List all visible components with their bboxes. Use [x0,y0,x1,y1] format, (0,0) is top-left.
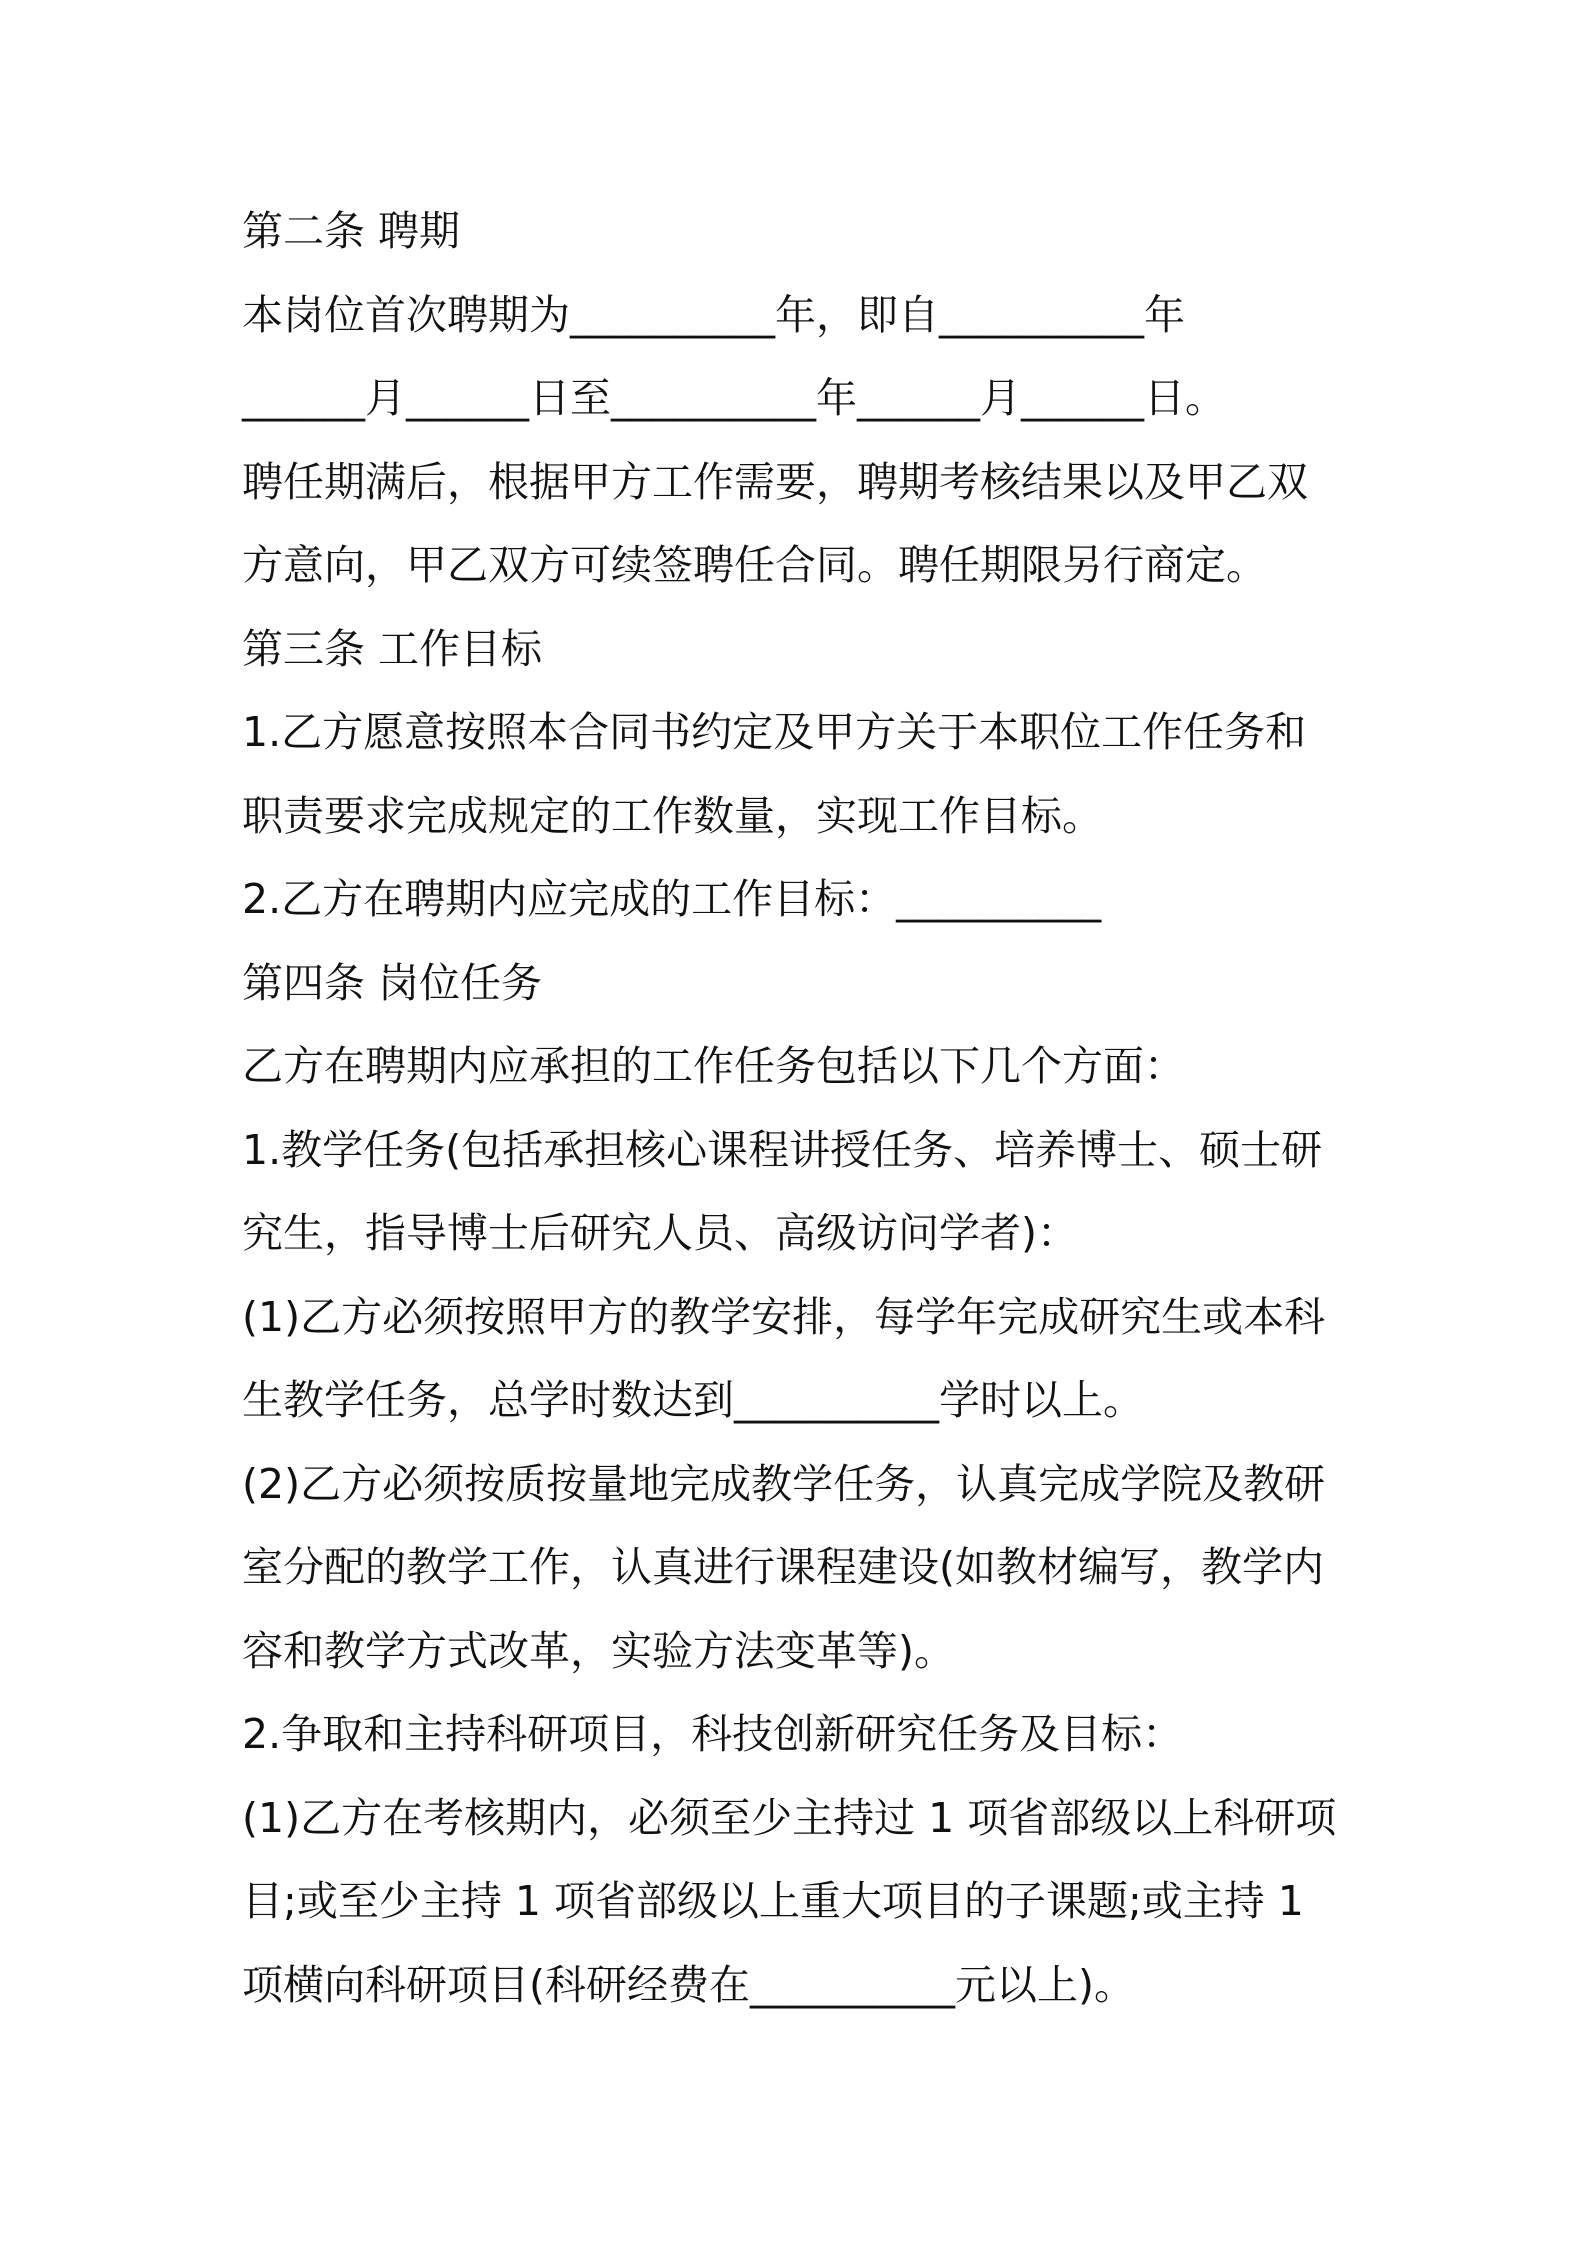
article-3-item-1-line-1: 1.乙方愿意按照本合同书约定及甲方关于本职位工作任务和 [242,708,1307,756]
article-4-item-1-sub-2-line-2: 室分配的教学工作，认真进行课程建设(如教材编写，教学内 [242,1543,1324,1591]
article-4-intro: 乙方在聘期内应承担的工作任务包括以下几个方面： [242,1042,1185,1090]
article-4-heading: 第四条 岗位任务 [242,958,543,1007]
article-4-item-2-sub-1-line-2: 目;或至少主持 1 项省部级以上重大项目的子课题;或主持 1 [242,1877,1304,1925]
contract-text-body [242,190,1354,2027]
article-4-item-2-sub-1-line-1: (1)乙方在考核期内，必须至少主持过 1 项省部级以上科研项 [242,1793,1337,1842]
article-3-item-1-line-2: 职责要求完成规定的工作数量，实现工作目标。 [242,791,1103,840]
article-2-text-line-2: ______月______日至__________年______月______日。 [242,374,1226,422]
article-4-item-2-line-1: 2.争取和主持科研项目，科技创新研究任务及目标： [242,1710,1184,1758]
article-2-heading: 第二条 聘期 [242,207,461,255]
article-3-item-2: 2.乙方在聘期内应完成的工作目标：__________ [242,875,1102,923]
article-4-item-2-sub-1-line-3: 项横向科研项目(科研经费在__________元以上)。 [242,1960,1135,2009]
article-4-item-1-sub-1-line-2: 生教学任务，总学时数达到__________学时以上。 [242,1376,1144,1424]
article-4-item-1-line-2: 究生，指导博士后研究人员、高级访问学者)： [242,1209,1078,1257]
article-3-heading: 第三条 工作目标 [242,624,543,673]
article-2-text-line-3: 聘任期满后，根据甲方工作需要，聘期考核结果以及甲乙双 [242,457,1308,506]
article-2-text-line-1: 本岗位首次聘期为__________年，即自__________年 [242,290,1185,339]
article-4-item-1-sub-2-line-1: (2)乙方必须按质按量地完成教学任务，认真完成学院及教研 [242,1459,1326,1508]
article-4-item-1-line-1: 1.教学任务(包括承担核心课程讲授任务、培养博士、硕士研 [242,1125,1323,1174]
article-4-item-1-sub-2-line-3: 容和教学方式改革，实验方法变革等)。 [242,1626,955,1675]
article-4-item-1-sub-1-line-1: (1)乙方必须按照甲方的教学安排，每学年完成研究生或本科 [242,1292,1326,1341]
article-2-text-line-4: 方意向，甲乙双方可续签聘任合同。聘任期限另行商定。 [242,541,1267,589]
